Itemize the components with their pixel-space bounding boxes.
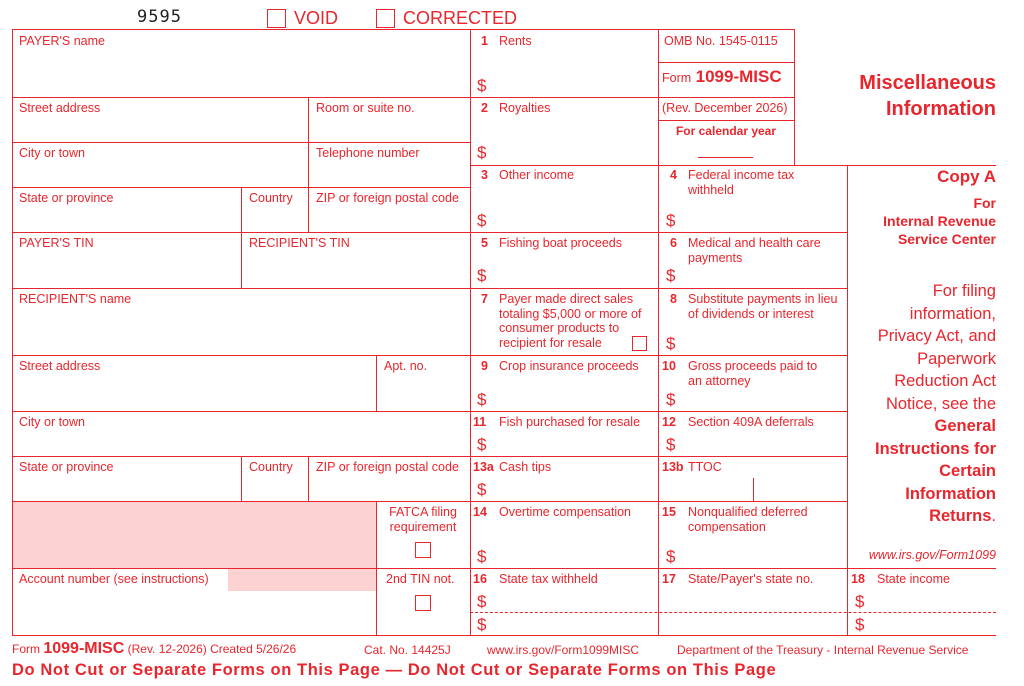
box-2: 2 Royalties [481, 101, 551, 115]
recipient-city-label: City or town [19, 415, 85, 429]
box-9: 9 Crop insurance proceeds [481, 359, 639, 373]
recipient-tin-label: RECIPIENT'S TIN [249, 236, 350, 250]
calendar-year-line[interactable] [698, 157, 753, 158]
box-11: 11 Fish purchased for resale [473, 415, 641, 429]
box-11-dollar: $ [477, 435, 487, 454]
box-5: 5 Fishing boat proceeds [481, 236, 622, 250]
corrected-label: CORRECTED [403, 8, 518, 28]
omb-number: OMB No. 1545-0115 [664, 34, 778, 48]
box-10: 10 Gross proceeds paid to an attorney [662, 359, 818, 388]
recipient-street-label: Street address [19, 359, 101, 373]
box-16-dollar-1: $ [477, 592, 487, 611]
box-7-checkbox[interactable] [632, 336, 647, 351]
box-1: 1 Rents [481, 34, 532, 48]
box-12: 12 Section 409A deferrals [662, 415, 814, 429]
payer-street-label: Street address [19, 101, 101, 115]
omb-form-name: Form 1099-MISC [662, 67, 782, 86]
box-16: 16 State tax withheld [473, 572, 598, 586]
irs-url: www.irs.gov/Form1099 [868, 548, 996, 562]
box-13b: 13b TTOC [662, 460, 722, 474]
payer-zip-label: ZIP or foreign postal code [316, 191, 459, 205]
recipient-apt-label: Apt. no. [384, 359, 428, 373]
recipient-name-label: RECIPIENT'S name [19, 292, 132, 306]
footer-dept: Department of the Treasury - Internal Revenue Service [677, 643, 969, 657]
box-15-dollar: $ [666, 547, 676, 566]
box-10-dollar: $ [666, 390, 676, 409]
box-17: 17 State/Payer's state no. [662, 572, 814, 586]
payer-country-label: Country [249, 191, 293, 205]
void-label: VOID [294, 8, 339, 28]
box-12-dollar: $ [666, 435, 676, 454]
box-15: 15 Nonqualified deferred compensation [662, 505, 808, 534]
shaded-area [12, 502, 376, 568]
box-18-dollar-2: $ [855, 615, 865, 634]
payer-city-label: City or town [19, 146, 85, 160]
box-14-dollar: $ [477, 547, 487, 566]
box-7: 7 Payer made direct sales totaling $5,000 or more of consumer products to recipient for resale [481, 292, 642, 350]
footer-line: Form 1099-MISC (Rev. 12-2026) Created 5/26/26 [12, 640, 297, 657]
box-1-dollar: $ [477, 76, 487, 95]
box-4: 4 Federal income tax withheld [670, 168, 795, 197]
recipient-state-label: State or province [19, 460, 114, 474]
account-shaded-area [228, 569, 376, 591]
second-tin-checkbox[interactable] [415, 595, 431, 611]
do-not-cut-warning: Do Not Cut or Separate Forms on This Page — Do Not Cut or Separate Forms on This Page [12, 661, 777, 679]
second-tin-label: 2nd TIN not. [386, 572, 455, 586]
box-3: 3 Other income [481, 168, 575, 182]
form-title: Miscellaneous Information [859, 72, 996, 120]
void-checkbox[interactable] [267, 9, 286, 28]
filing-info-text: For filing information, Privacy Act, and Paperwork Reduction Act Notice, see the General Instructions for Certain Information Returns. [874, 282, 996, 525]
payer-room-label: Room or suite no. [316, 101, 415, 115]
box-8: 8 Substitute payments in lieu of dividends or interest [670, 292, 838, 321]
box-6-dollar: $ [666, 266, 676, 285]
fatca-label: FATCA filing requirement [389, 505, 457, 534]
box-16-dollar-2: $ [477, 615, 487, 634]
fatca-checkbox[interactable] [415, 542, 431, 558]
box-4-dollar: $ [666, 211, 676, 230]
payer-phone-label: Telephone number [316, 146, 420, 160]
copy-a-label: Copy A [937, 167, 996, 186]
box-13a-dollar: $ [477, 480, 487, 499]
account-number-label: Account number (see instructions) [19, 572, 209, 586]
recipient-country-label: Country [249, 460, 293, 474]
omb-revision: (Rev. December 2026) [662, 101, 788, 115]
box-5-dollar: $ [477, 266, 487, 285]
box-9-dollar: $ [477, 390, 487, 409]
payer-state-label: State or province [19, 191, 114, 205]
box-2-dollar: $ [477, 143, 487, 162]
footer-url: www.irs.gov/Form1099MISC [487, 643, 640, 657]
box-18: 18 State income [851, 572, 950, 586]
box-3-dollar: $ [477, 211, 487, 230]
box-14: 14 Overtime compensation [473, 505, 632, 519]
box-6: 6 Medical and health care payments [670, 236, 821, 265]
recipient-zip-label: ZIP or foreign postal code [316, 460, 459, 474]
corrected-checkbox[interactable] [376, 9, 395, 28]
calendar-year-label: For calendar year [675, 124, 777, 138]
payer-name-label: PAYER'S name [19, 34, 105, 48]
irs-center-label: For Internal Revenue Service Center [883, 195, 996, 247]
box-8-dollar: $ [666, 334, 676, 353]
footer-cat-no: Cat. No. 14425J [364, 643, 451, 657]
box-13a: 13a Cash tips [473, 460, 552, 474]
box-18-dollar-1: $ [855, 592, 865, 611]
form-id-code: 9595 [137, 7, 182, 27]
payer-tin-label: PAYER'S TIN [19, 236, 94, 250]
